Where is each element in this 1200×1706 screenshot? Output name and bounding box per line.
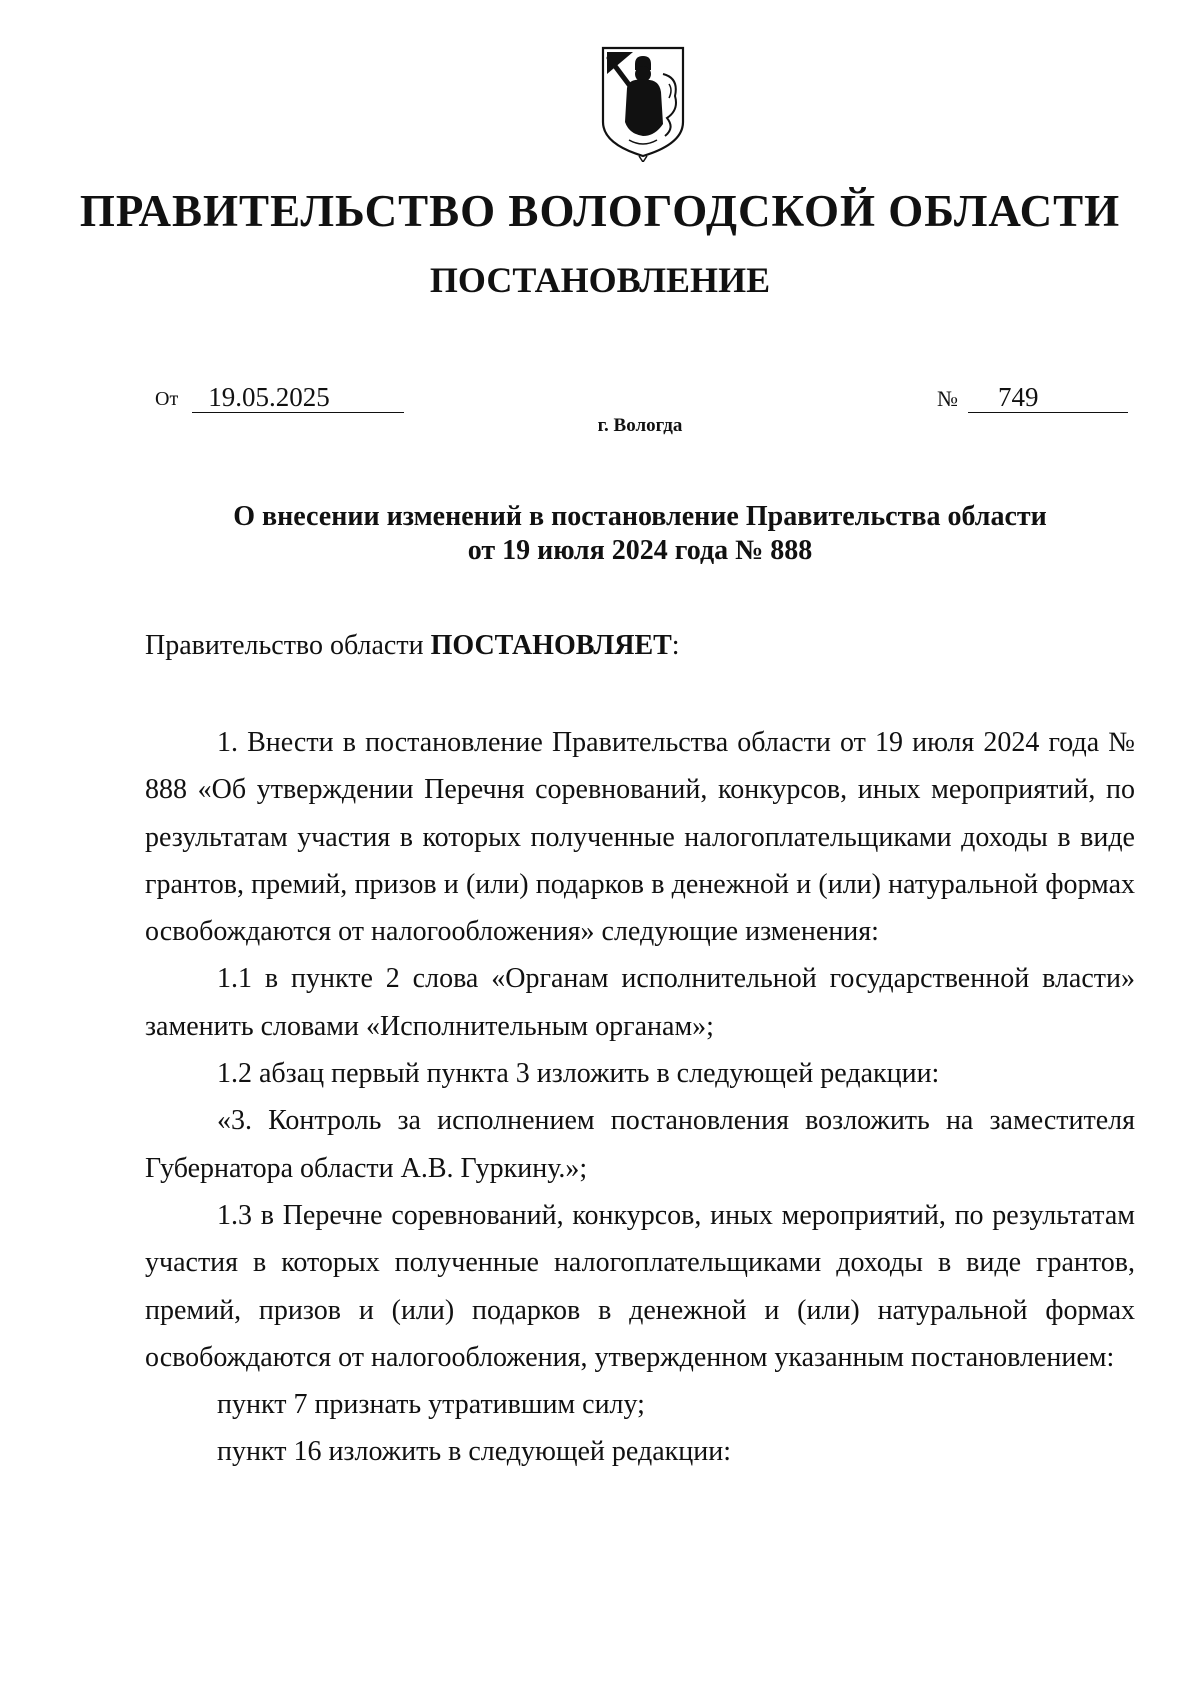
city-label: г. Вологда xyxy=(597,415,683,436)
number-prefix: № xyxy=(937,386,958,411)
paragraph-item-1: 1. Внести в постановление Правительства области от 19 июля 2024 года № 888 «Об утверждении Перечня соревнований, конкурсов, иных мероприятий, по результатам участия в которых полученные налогоплательщиками доходы в виде грантов, премий, призов и (или) подарков в денежной и (или) натуральной формах освобождаются от налогообложения» следующие изменения: xyxy=(145,727,1135,948)
paragraph-item-1-3: 1.3 в Перечне соревнований, конкурсов, иных мероприятий, по результатам участия в которых полученные налогоплательщиками доходы в виде грантов, премий, призов и (или) подарков в денежной и (или) натуральной формах освобождаются от налогообложения, утвержденном указанным постановлением: xyxy=(145,1199,1135,1373)
paragraph-item-1-1: 1.1 в пункте 2 слова «Органам исполнительной государственной власти» заменить словами «Исполнительным органам»; xyxy=(145,963,1135,1042)
document-subject xyxy=(140,500,1140,568)
subject-line-1: О внесении изменений в постановление Правительства области xyxy=(233,501,1047,532)
decree-colon: : xyxy=(671,630,680,661)
coat-of-arms-emblem xyxy=(599,44,687,162)
subject-line-2: от 19 июля 2024 года № 888 xyxy=(467,535,813,566)
paragraph-quote-3: «3. Контроль за исполнением постановления возложить на заместителя Губернатора области А.В. Гуркину.»; xyxy=(145,1105,1135,1184)
document-date xyxy=(155,382,404,413)
document-type: ПОСТАНОВЛЕНИЕ xyxy=(429,260,771,300)
paragraph-item-1-2: 1.2 абзац первый пункта 3 изложить в следующей редакции: xyxy=(217,1058,940,1090)
decree-intro: Правительство области xyxy=(145,630,431,661)
document-body xyxy=(145,719,1135,1476)
decree-keyword: ПОСТАНОВЛЯЕТ xyxy=(430,630,672,661)
date-value: 19.05.2025 xyxy=(192,382,404,413)
document-number xyxy=(937,382,1128,413)
paragraph-point-7: пункт 7 признать утратившим силу; xyxy=(217,1389,645,1421)
paragraph-point-16: пункт 16 изложить в следующей редакции: xyxy=(217,1436,731,1468)
date-prefix: От xyxy=(155,388,179,410)
decree-statement xyxy=(145,628,680,664)
government-title: ПРАВИТЕЛЬСТВО ВОЛОГОДСКОЙ ОБЛАСТИ xyxy=(79,186,1121,236)
number-value: 749 xyxy=(968,382,1128,413)
